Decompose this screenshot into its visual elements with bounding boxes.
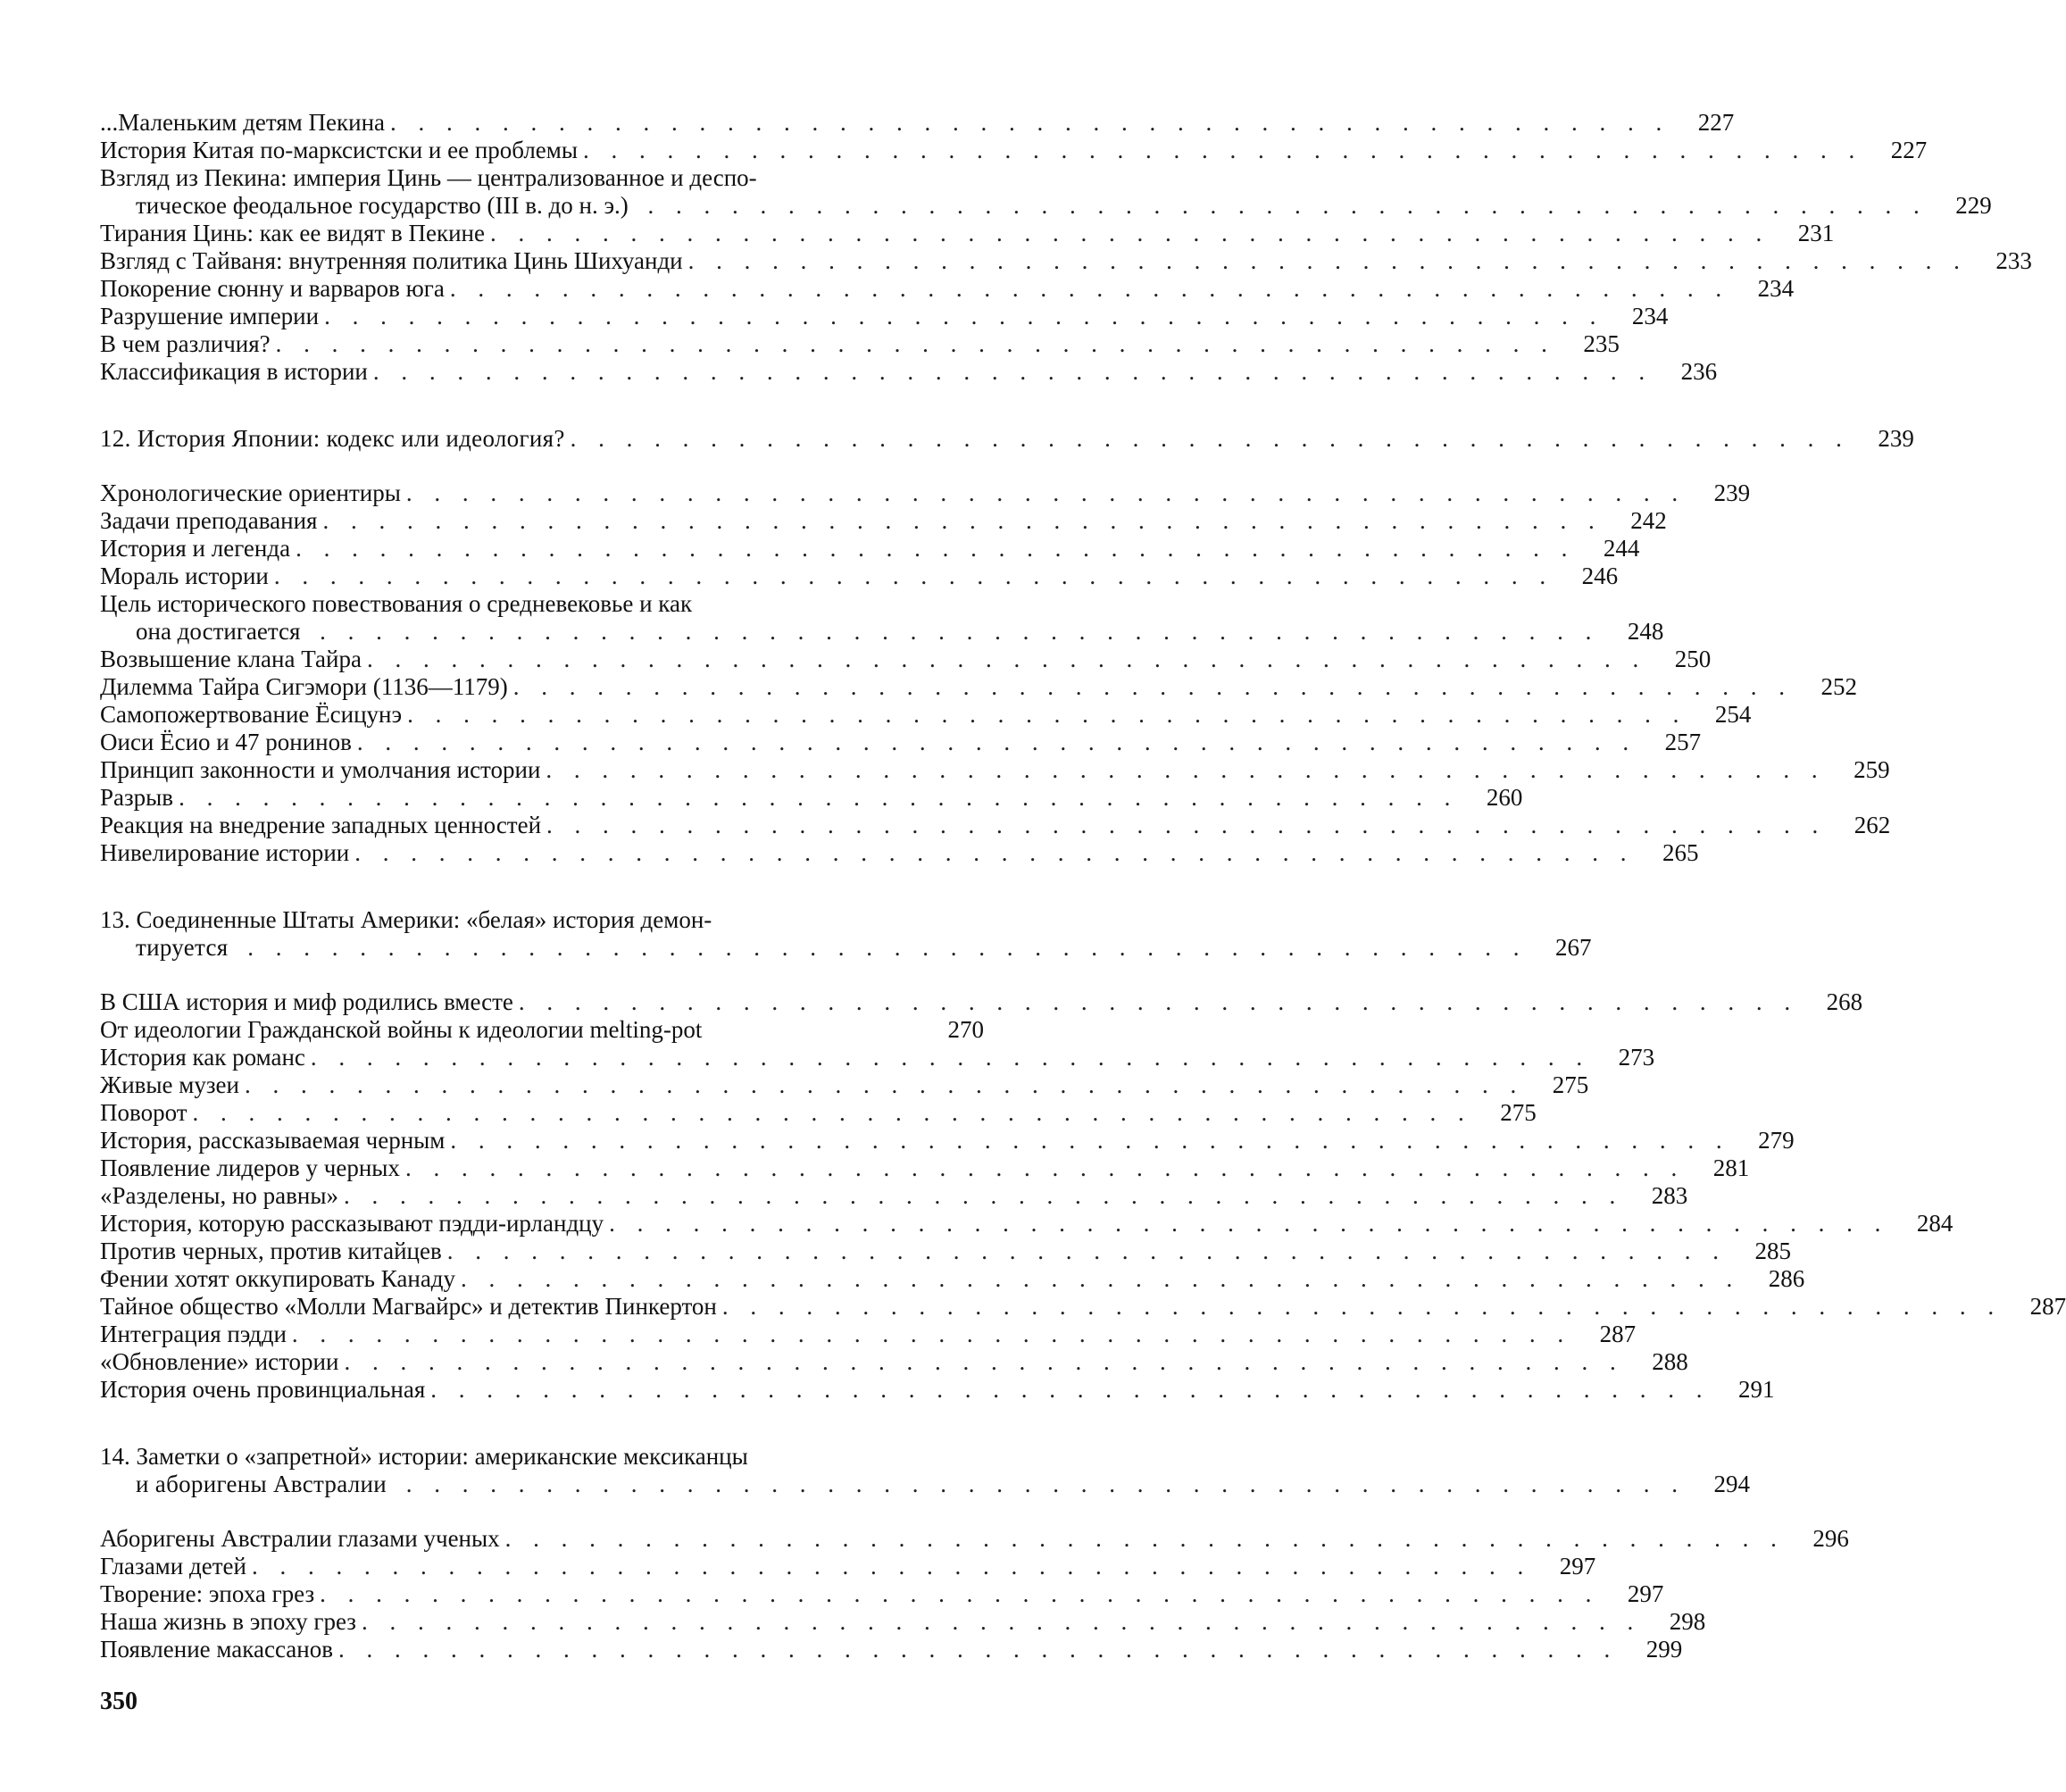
entry-title xyxy=(100,756,1826,784)
dot-leader: . . . . . . . . . . . . . . . . . . . . . . . . . . . . . . . . . . . . . . . . . . . . . . xyxy=(721,1293,2003,1320)
dot-leader: . . . . . . . . . . . . . . . . . . . . . . . . . . . . . . . . . . . . . . . . . . . . . . xyxy=(310,1044,1591,1071)
entry-title xyxy=(100,1044,1590,1071)
entry-title xyxy=(100,1348,1624,1376)
dot-leader: . . . . . . . . . . . . . . . . . . . . . . . . . . . . . . . . . . . . . . . . . . . . . . xyxy=(446,1238,1727,1264)
dot-leader: . . . . . . . . . . . . . . . . . . . . . . . . . . . . . . . . . . . . . . . . . . . . . . xyxy=(296,535,1576,562)
toc-entry[interactable] xyxy=(100,1376,1775,1404)
dot-leader: . . . . . . . . . . . . . . . . . . . . . . . . . . . . . . . . . . . . . . . . . . . . . . xyxy=(305,618,1600,645)
dot-leader: . . . . . . . . . . . . . . . . . . . . . . . . . . . . . . . . . . . . . . . . . . . . . . xyxy=(372,358,1654,385)
toc-entry[interactable] xyxy=(100,701,1752,729)
dot-leader: . . . . . . . . . . . . . . . . . . . . . . . . . . . . . . . . . . . . . . . . . . . . . . xyxy=(361,1608,1642,1635)
chapter-entry[interactable] xyxy=(100,1443,1751,1498)
entry-title xyxy=(100,425,1850,453)
entry-title-text: Появление лидеров у черных xyxy=(100,1154,400,1181)
toc-entry[interactable] xyxy=(100,479,1751,507)
entry-title-text: Глазами детей xyxy=(100,1553,246,1579)
entry-title-text: Оиси Ёсио и 47 ронинов xyxy=(100,729,352,755)
dot-leader: . . . . . . . . . . . . . . . . . . . . . . . . . . . . . . . . . . . . . . . . . . . . . . xyxy=(546,756,1826,783)
entry-title-text: Аборигены Австралии глазами ученых xyxy=(100,1525,500,1552)
entry-page-number: 273 xyxy=(1618,1044,1655,1071)
entry-title-text: Покорение сюнну и варваров юга xyxy=(100,275,445,302)
toc-entry[interactable] xyxy=(100,646,1712,673)
dot-leader: . . . . . . . . . . . . . . . . . . . . . . . . . . . . . . . . . . . . . . . . . . . . . . xyxy=(324,303,1604,329)
entry-page-number: 259 xyxy=(1854,756,1890,783)
entry-page-number: 268 xyxy=(1826,988,1863,1015)
entry-title xyxy=(100,1265,1740,1293)
entry-title xyxy=(100,1321,1571,1348)
entry-page-number: 294 xyxy=(1713,1471,1751,1497)
toc-entry[interactable] xyxy=(100,1238,1791,1265)
entry-title xyxy=(100,1376,1711,1404)
toc-entry[interactable] xyxy=(100,1071,1589,1099)
entry-title-text: Тайное общество «Молли Магвайрс» и детектив Пинкертон xyxy=(100,1293,717,1320)
entry-title xyxy=(100,646,1646,673)
entry-page-number: 235 xyxy=(1583,330,1620,357)
entry-title xyxy=(100,479,1686,507)
toc-entry[interactable] xyxy=(100,756,1890,784)
entry-title-text: «Обновление» истории xyxy=(100,1348,339,1375)
dot-leader: . . . . . . . . . . . . . . . . . . . . . . . . . . . . . . . . . . . . . . . . . . . . . . xyxy=(430,1376,1711,1403)
entry-page-number: 275 xyxy=(1552,1071,1589,1098)
entry-page-number: 234 xyxy=(1631,303,1669,329)
dot-leader: . . . . . . . . . . . . . . . . . . . . . . . . . . . . . . . . . . . . . . . . . . . . . . xyxy=(609,1210,1889,1237)
entry-title xyxy=(100,1293,2002,1321)
entry-title xyxy=(100,701,1687,729)
section-list xyxy=(100,479,1891,867)
entry-title-text: Дилемма Тайра Сигэмори (1136—1179) xyxy=(100,673,508,700)
entry-title-text: Живые музеи xyxy=(100,1071,239,1098)
entry-title xyxy=(100,109,1670,137)
entry-title xyxy=(100,729,1637,756)
section-list xyxy=(100,988,2066,1404)
entry-title-continuation: она достигается xyxy=(136,618,301,645)
entry-page-number: 233 xyxy=(1995,247,2032,274)
dot-leader: . . . . . . . . . . . . . . . . . . . . . . . . . . . . . . . . . . . . . . . . . . . . . . xyxy=(343,1182,1624,1209)
chapter-heading-block xyxy=(100,1443,1751,1498)
entry-title-text: История как романс xyxy=(100,1044,305,1071)
toc-entry[interactable] xyxy=(100,1016,984,1044)
entry-page-number: 252 xyxy=(1820,673,1857,700)
entry-title-text: Наша жизнь в эпоху грез xyxy=(100,1608,356,1635)
entry-title-text: Реакция на внедрение западных ценностей xyxy=(100,812,542,838)
dot-leader: . . . . . . . . . . . . . . . . . . . . . . . . . . . . . . . . . . . . . . . . . . . . . . xyxy=(518,988,1799,1015)
entry-title-text: Против черных, против китайцев xyxy=(100,1238,442,1264)
toc-entry[interactable] xyxy=(100,673,1857,701)
toc-entry[interactable] xyxy=(100,330,1620,358)
entry-title xyxy=(100,1525,1785,1553)
entry-title-continuation: тическое феодальное государство (III в. до н. э.) xyxy=(136,192,629,219)
dot-leader: . . . . . . . . . . . . . . . . . . . . . . . . . . . . . . . . . . . . . . . . . . . . . . xyxy=(251,1553,1532,1579)
toc-entry[interactable] xyxy=(100,507,1667,535)
entry-title-text: Задачи преподавания xyxy=(100,507,318,534)
entry-title xyxy=(100,1636,1618,1663)
entry-page-number: 270 xyxy=(947,1016,984,1043)
entry-page-number: 242 xyxy=(1630,507,1667,534)
entry-page-number: 296 xyxy=(1812,1525,1849,1552)
entry-title xyxy=(100,1608,1641,1636)
entry-title-text: История Китая по-марксистски и ее проблемы xyxy=(100,137,579,163)
dot-leader: . . . . . . . . . . . . . . . . . . . . . . . . . . . . . . . . . . . . . . . . . . . . . . xyxy=(233,934,1528,961)
toc-entry[interactable] xyxy=(100,784,1523,812)
toc-entry[interactable] xyxy=(100,1348,1688,1376)
entry-title-text: От идеологии Гражданской войны к идеологии melting-pot xyxy=(100,1016,703,1043)
toc-entry[interactable] xyxy=(100,1580,1664,1608)
entry-title-text: Поворот xyxy=(100,1099,187,1126)
entry-title-text: «Разделены, но равны» xyxy=(100,1182,338,1209)
entry-title xyxy=(100,1127,1730,1154)
dot-leader: . . . . . . . . . . . . . . . . . . . . . . . . . . . . . . . . . . . . . . . . . . . . . . xyxy=(405,479,1687,506)
dot-leader: . . . . . . . . . . . . . . . . . . . . . . . . . . . . . . . . . . . . . . . . . . . . . . xyxy=(546,812,1827,838)
toc-entry[interactable] xyxy=(100,1321,1637,1348)
entry-title xyxy=(100,1182,1623,1210)
entry-page-number: 287 xyxy=(2029,1293,2066,1320)
dot-leader: . . . . . . . . . . . . . . . . . . . . . . . . . . . . . . . . . . . . . . . . . . . . . . xyxy=(570,425,1850,452)
entry-title xyxy=(100,1016,920,1044)
entry-title-text: История очень провинциальная xyxy=(100,1376,426,1403)
dot-leader: . . . . . . . . . . . . . . . . . . . . . . . . . . . . . . . . . . . . . . . . . . . . . . xyxy=(320,1580,1600,1607)
entry-page-number: 234 xyxy=(1757,275,1795,302)
dot-leader: . . . . . . . . . . . . . . . . . . . . . . . . . . . . . . . . . . . . . . . . . . . . . . xyxy=(192,1099,1472,1126)
entry-title-text: В чем различия? xyxy=(100,330,271,357)
entry-title-text: Тирания Цинь: как ее видят в Пекине xyxy=(100,220,485,246)
entry-page-number: 227 xyxy=(1697,109,1735,136)
entry-title-text: Разрушение империи xyxy=(100,303,320,329)
entry-page-number: 250 xyxy=(1674,646,1712,672)
entry-title xyxy=(100,784,1458,812)
entry-title-text: Принцип законности и умолчания истории xyxy=(100,756,541,783)
entry-title xyxy=(100,535,1575,563)
entry-page-number: 287 xyxy=(1599,1321,1637,1347)
toc-entry[interactable] xyxy=(100,220,1835,247)
entry-title xyxy=(100,1443,1686,1498)
toc-entry[interactable] xyxy=(100,1293,2066,1321)
chapter-entry[interactable] xyxy=(100,425,1914,453)
entry-page-number: 297 xyxy=(1559,1553,1596,1579)
entry-page-number: 284 xyxy=(1916,1210,1954,1237)
entry-page-number: 257 xyxy=(1664,729,1702,755)
entry-title-text: История и легенда xyxy=(100,535,291,562)
dot-leader: . . . . . . . . . . . . . . . . . . . . . . . . . . . . . . . . . . . . . . . . . . . . . . xyxy=(407,701,1687,728)
toc-entry[interactable] xyxy=(100,839,1699,867)
entry-title xyxy=(100,1099,1472,1127)
entry-title-line: Цель исторического повествования о средневековье и как xyxy=(100,590,693,617)
toc-entry[interactable] xyxy=(100,1127,1795,1154)
entry-title-line: 14. Заметки о «запретной» истории: американские мексиканцы xyxy=(100,1443,748,1470)
page-number: 350 xyxy=(100,1688,137,1715)
dot-leader: . . . . . . . . . . . . . . . . . . . . . . . . . . . . . . . . . . . . . . . . . . . . . . xyxy=(344,1348,1624,1375)
entry-title xyxy=(100,1210,1888,1238)
toc-entry[interactable] xyxy=(100,1265,1805,1293)
entry-page-number: 267 xyxy=(1554,934,1592,961)
entry-title-continuation: и аборигены Австралии xyxy=(136,1471,387,1497)
entry-title xyxy=(100,673,1793,701)
entry-page-number: 262 xyxy=(1854,812,1891,838)
entry-title-line: Взгляд из Пекина: империя Цинь — централизованное и деспо- xyxy=(100,164,757,191)
entry-title-text: Возвышение клана Тайра xyxy=(100,646,362,672)
chapter-entry[interactable] xyxy=(100,906,1592,962)
entry-page-number: 286 xyxy=(1768,1265,1805,1292)
dot-leader: . . . . . . . . . . . . . . . . . . . . . . . . . . . . . . . . . . . . . . . . . . . . . . xyxy=(504,1525,1785,1552)
dot-leader: . . . . . . . . . . . . . . . . . . . . . . . . . . . . . . . . . . . . . . . . . . . . . . xyxy=(633,192,1928,219)
toc-entry[interactable] xyxy=(100,1210,1954,1238)
dot-leader: . . . . . . . . . . . . . . . . . . . . . . . . . . . . . . . . . . . . . . . . . . . . . . xyxy=(275,330,1555,357)
entry-page-number: 227 xyxy=(1890,137,1928,163)
dot-leader: . . . . . . . . . . . . . . . . . . . . . . . . . . . . . . . . . . . . . . . . . . . . . . xyxy=(461,1265,1741,1292)
entry-title xyxy=(100,164,1928,220)
entry-title xyxy=(100,247,1968,275)
entry-title xyxy=(100,1154,1685,1182)
toc-entry[interactable] xyxy=(100,1636,1683,1663)
dot-leader: . . . . . . . . . . . . . . . . . . . . . . . . . . . . . . . . . . . . . . . . . . . . . . xyxy=(366,646,1647,672)
toc-entry[interactable] xyxy=(100,988,1863,1016)
entry-page-number: 299 xyxy=(1645,1636,1683,1663)
toc-entry[interactable] xyxy=(100,1044,1655,1071)
dot-leader: . . . . . . . . . . . . . . . . . . . . . . . . . . . . . . . . . . . . . . . . . . . . . . xyxy=(404,1154,1686,1181)
entry-title xyxy=(100,358,1653,386)
entry-title-text: Творение: эпоха грез xyxy=(100,1580,315,1607)
entry-title xyxy=(100,137,1862,164)
entry-page-number: 265 xyxy=(1662,839,1699,866)
entry-title xyxy=(100,563,1554,590)
entry-page-number: 246 xyxy=(1581,563,1619,589)
entry-title-text: История, которую рассказывают пэдди-ирландцу xyxy=(100,1210,604,1237)
dot-leader: . . . . . . . . . . . . . . . . . . . . . . . . . . . . . . . . . . . . . . . . . . . . . . xyxy=(392,1471,1687,1497)
entry-title-text: Мораль истории xyxy=(100,563,269,589)
entry-title-continuation: тируется xyxy=(136,934,229,961)
entry-page-number: 254 xyxy=(1714,701,1752,728)
toc-entry[interactable] xyxy=(100,275,1795,303)
entry-page-number: 291 xyxy=(1738,1376,1775,1403)
toc-entry[interactable] xyxy=(100,1553,1596,1580)
dot-leader: . . . . . . . . . . . . . . . . . . . . . . . . . . . . . . . . . . . . . . . . . . . . . . xyxy=(687,247,1968,274)
entry-title xyxy=(100,812,1826,839)
dot-leader: . . . . . . . . . . . . . . . . . . . . . . . . . . . . . . . . . . . . . . . . . . . . . . xyxy=(489,220,1770,246)
entry-page-number: 236 xyxy=(1680,358,1718,385)
entry-title-text: Появление макассанов xyxy=(100,1636,333,1663)
toc-entry[interactable] xyxy=(100,729,1702,756)
dot-leader: . . . . . . . . . . . . . . . . . . . . . . . . . . . . . . . . . . . . . . . . . . . . . . xyxy=(273,563,1554,589)
entry-page-number: 283 xyxy=(1651,1182,1688,1209)
chapter-heading-block xyxy=(100,906,1592,962)
toc-entry[interactable] xyxy=(100,1182,1688,1210)
entry-title-text: Разрыв xyxy=(100,784,174,811)
toc-entry[interactable] xyxy=(100,812,1891,839)
dot-leader: . . . . . . . . . . . . . . . . . . . . . . . . . . . . . . . . . . . . . . . . . . . . . . xyxy=(322,507,1603,534)
entry-title xyxy=(100,220,1770,247)
entry-page-number: 285 xyxy=(1754,1238,1791,1264)
entry-page-number: 244 xyxy=(1603,535,1640,562)
toc-entry[interactable] xyxy=(100,164,1992,220)
chapter-heading-block xyxy=(100,425,1914,453)
dot-leader: . . . . . . . . . . . . . . . . . . . . . . . . . . . . . . . . . . . . . . . . . . . . . . xyxy=(512,673,1793,700)
entry-title-text: Фении хотят оккупировать Канаду xyxy=(100,1265,456,1292)
toc-entry[interactable] xyxy=(100,303,1669,330)
entry-page-number: 229 xyxy=(1955,192,1992,219)
dot-leader: . . . . . . . . . . . . . . . . . . . . . . . . . . . . . . . . . . . . . . . . . . . . . . xyxy=(179,784,1459,811)
section-list xyxy=(100,109,2032,386)
entry-title xyxy=(100,906,1527,962)
entry-title-text: Взгляд с Тайваня: внутренняя политика Цинь Шихуанди xyxy=(100,247,683,274)
entry-title xyxy=(100,330,1555,358)
dot-leader: . . . . . . . . . . . . . . . . . . . . . . . . . . . . . . . . . . . . . . . . . . . . . . xyxy=(390,109,1670,136)
entry-page-number: 298 xyxy=(1669,1608,1706,1635)
entry-title xyxy=(100,275,1729,303)
entry-page-number: 231 xyxy=(1797,220,1835,246)
entry-title xyxy=(100,303,1604,330)
dot-leader: . . . . . . . . . . . . . . . . . . . . . . . . . . . . . . . . . . . . . . . . . . . . . . xyxy=(356,729,1637,755)
toc-entry[interactable] xyxy=(100,358,1718,386)
entry-title-text: История, рассказываемая черным xyxy=(100,1127,446,1154)
entry-page-number: 281 xyxy=(1712,1154,1750,1181)
toc-entry[interactable] xyxy=(100,1154,1750,1182)
section-list xyxy=(100,1525,1849,1663)
entry-page-number: 275 xyxy=(1500,1099,1537,1126)
entry-title xyxy=(100,1238,1727,1265)
entry-title xyxy=(100,590,1599,646)
entry-title xyxy=(100,1071,1524,1099)
entry-page-number: 297 xyxy=(1627,1580,1664,1607)
table-of-contents xyxy=(100,109,2066,1663)
dot-leader: . . . . . . . . . . . . . . . . . . . . . . . . . . . . . . . . . . . . . . . . . . . . . . xyxy=(450,1127,1730,1154)
entry-title xyxy=(100,1553,1531,1580)
toc-entry[interactable] xyxy=(100,590,1664,646)
entry-page-number: 239 xyxy=(1878,425,1914,452)
toc-entry[interactable] xyxy=(100,247,2032,275)
entry-title-text: 12. История Японии: кодекс или идеология? xyxy=(100,425,565,452)
entry-title-text: Интеграция пэдди xyxy=(100,1321,287,1347)
toc-entry[interactable] xyxy=(100,1525,1849,1553)
dot-leader: . . . . . . . . . . . . . . . . . . . . . . . . . . . . . . . . . . . . . . . . . . . . . . xyxy=(583,137,1863,163)
entry-title-text: Хронологические ориентиры xyxy=(100,479,401,506)
entry-title-text: ...Маленьким детям Пекина xyxy=(100,109,386,136)
entry-title xyxy=(100,839,1634,867)
entry-page-number: 279 xyxy=(1758,1127,1795,1154)
entry-title-line: 13. Соединенные Штаты Америки: «белая» история демон- xyxy=(100,906,712,933)
entry-title xyxy=(100,988,1798,1016)
dot-leader: . . . . . . . . . . . . . . . . . . . . . . . . . . . . . . . . . . . . . . . . . . . . . . xyxy=(337,1636,1619,1663)
entry-title-text: Классификация в истории xyxy=(100,358,368,385)
toc-entry[interactable] xyxy=(100,535,1640,563)
entry-title xyxy=(100,507,1603,535)
toc-entry[interactable] xyxy=(100,563,1619,590)
dot-leader: . . . . . . . . . . . . . . . . . . . . . . . . . . . . . . . . . . . . . . . . . . . . . . xyxy=(449,275,1730,302)
dot-leader: . . . . . . . . . . . . . . . . . . . . . . . . . . . . . . . . . . . . . . . . . . . . . . xyxy=(354,839,1635,866)
entry-title xyxy=(100,1580,1599,1608)
entry-title-text: Самопожертвование Ёсицунэ xyxy=(100,701,403,728)
toc-entry[interactable] xyxy=(100,1099,1537,1127)
entry-page-number: 260 xyxy=(1486,784,1523,811)
toc-entry[interactable] xyxy=(100,1608,1706,1636)
entry-title-text: В США история и миф родились вместе xyxy=(100,988,513,1015)
dot-leader: . . . . . . . . . . . . . . . . . . . . . . . . . . . . . . . . . . . . . . . . . . . . . . xyxy=(291,1321,1572,1347)
entry-page-number: 239 xyxy=(1713,479,1751,506)
entry-page-number: 288 xyxy=(1652,1348,1688,1375)
toc-entry[interactable] xyxy=(100,109,1735,137)
entry-page-number: 248 xyxy=(1627,618,1664,645)
entry-title-text: Нивелирование истории xyxy=(100,839,350,866)
dot-leader: . . . . . . . . . . . . . . . . . . . . . . . . . . . . . . . . . . . . . . . . . . . . . . xyxy=(244,1071,1525,1098)
toc-entry[interactable] xyxy=(100,137,1928,164)
